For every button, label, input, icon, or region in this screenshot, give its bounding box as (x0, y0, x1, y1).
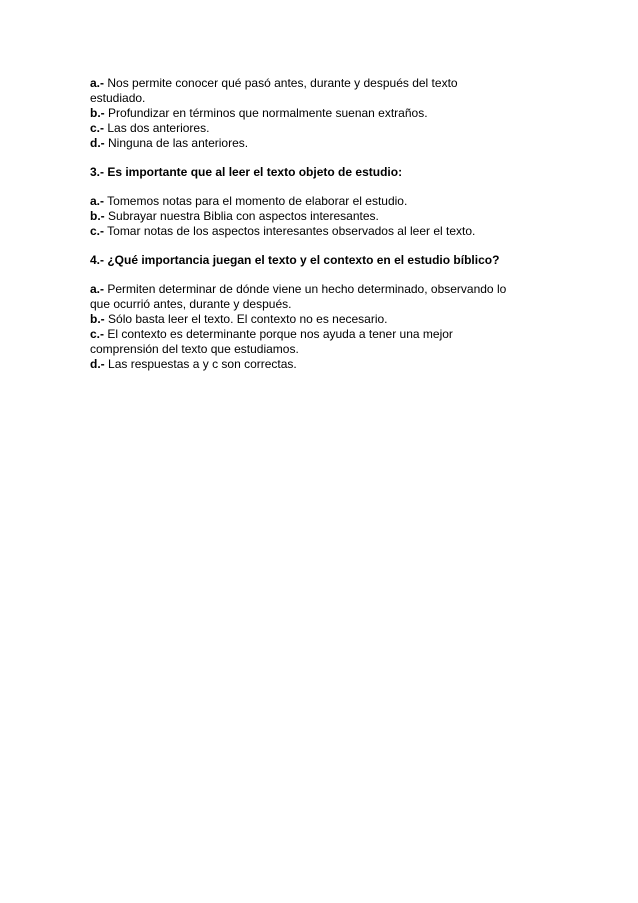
document-page (90, 76, 560, 372)
option-label: a.- (90, 76, 105, 90)
option-label: c.- (90, 121, 105, 135)
q4-option-b (90, 312, 560, 327)
spacer (90, 180, 560, 194)
option-text: Las dos anteriores. (107, 121, 210, 135)
q3-option-c (90, 224, 560, 239)
option-text: Las respuestas a y c son correctas. (108, 357, 297, 371)
option-label: d.- (90, 136, 105, 150)
option-text: Permiten determinar de dónde viene un hecho determinado, observando lo (107, 282, 507, 296)
option-a-line1 (90, 76, 560, 91)
option-text: Subrayar nuestra Biblia con aspectos interesantes. (108, 209, 379, 223)
option-text: Nos permite conocer qué pasó antes, durante y después del texto (107, 76, 458, 90)
option-label: b.- (90, 106, 105, 120)
q4-option-c-line2: comprensión del texto que estudiamos. (90, 342, 299, 356)
spacer (90, 268, 560, 282)
question-4-heading: 4.- ¿Qué importancia juegan el texto y el contexto en el estudio bíblico? (90, 253, 500, 267)
option-label: a.- (90, 282, 105, 296)
option-label: b.- (90, 209, 105, 223)
q3-option-b (90, 209, 560, 224)
q4-option-c-line1 (90, 327, 560, 342)
option-text: Ninguna de las anteriores. (108, 136, 249, 150)
option-text: Tomar notas de los aspectos interesantes observados al leer el texto. (107, 224, 476, 238)
option-text: Tomemos notas para el momento de elaborar el estudio. (107, 194, 408, 208)
spacer (90, 239, 560, 253)
option-label: c.- (90, 224, 105, 238)
option-text: Sólo basta leer el texto. El contexto no es necesario. (108, 312, 388, 326)
option-d (90, 136, 560, 151)
option-c (90, 121, 560, 136)
option-label: b.- (90, 312, 105, 326)
option-label: a.- (90, 194, 105, 208)
option-b (90, 106, 560, 121)
option-label: c.- (90, 327, 105, 341)
question-3-heading: 3.- Es importante que al leer el texto objeto de estudio: (90, 165, 403, 179)
option-a-line2: estudiado. (90, 91, 146, 105)
q3-option-a (90, 194, 560, 209)
option-text: Profundizar en términos que normalmente suenan extraños. (108, 106, 428, 120)
option-label: d.- (90, 357, 105, 371)
spacer (90, 151, 560, 165)
q4-option-a-line2: que ocurrió antes, durante y después. (90, 297, 292, 311)
option-text: El contexto es determinante porque nos ayuda a tener una mejor (107, 327, 453, 341)
q4-option-d (90, 357, 560, 372)
q4-option-a-line1 (90, 282, 560, 297)
